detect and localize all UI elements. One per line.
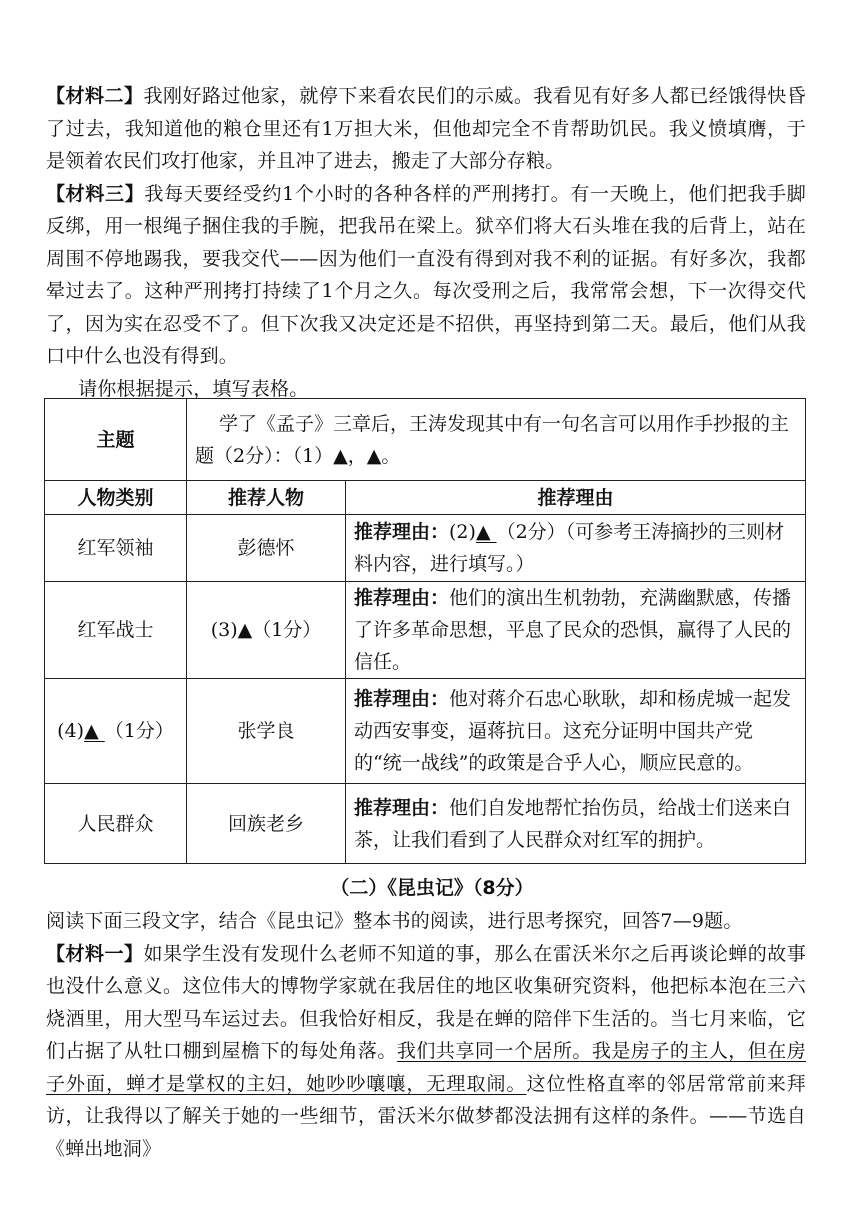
material-1-text-a: 如果学生没有发现什么老师不知道的事，那么在雷沃米尔之后再谈论蝉的故事也没什么意义。这位伟大的博物学家就在我居住的地区收集研究资料，他把标本泡在三六烧酒里，用大型马车运过去。但我恰好相反，我是在蝉的陪伴下生活的。当七月来临，它们占据了从牡口棚到屋檐下的每处角落。 [46, 942, 806, 1062]
answer-blank: ▲ [84, 720, 105, 742]
row-person: (3)▲（1分） [187, 582, 346, 679]
theme-row [45, 399, 806, 481]
material-2-text: 我刚好路过他家，就停下来看农民们的示威。我看见有好多人都已经饿得快昏了过去，我知道他的粮仓里还有1万担大米，但他却完全不肯帮助饥民。我义愤填膺，于是领着农民们攻打他家，并且冲了进去，搬走了大部分存粮。 [46, 85, 806, 172]
reason-pre: (2) [449, 521, 476, 543]
row-reason [346, 582, 806, 679]
table-row [45, 582, 806, 679]
row-category: 红军战士 [45, 582, 187, 679]
material-1-label: 【材料一】 [46, 942, 144, 965]
row-category: 人民群众 [45, 784, 187, 864]
material-3-label: 【材料三】 [46, 182, 145, 205]
row-category [45, 679, 187, 784]
section-title: （二）《昆虫记》（8分） [330, 877, 534, 899]
reason-text: 他们的演出生机勃勃，充满幽默感，传播了许多革命思想，平息了民众的恐惧，赢得了人民的信任。 [354, 587, 792, 673]
materials-block [46, 80, 806, 405]
row-person: 回族老乡 [187, 784, 346, 864]
reason-text: 他们自发地帮忙抬伤员，给战士们送来白茶，让我们看到了人民群众对红军的拥护。 [354, 796, 792, 851]
column-header-row [45, 481, 806, 515]
material-1-text-b: 这位性格直率的邻居常常前来拜访，让我得以了解关于她的一些细节，雷沃米尔做梦都没法拥有这样的条件。——节选自《蝉出地洞》 [46, 1072, 806, 1160]
material-1-underlined: 我们共享同一个居所。我是房子的主人，但在房子外面，蝉才是掌权的主妇，她吵吵嚷嚷，无理取闹。 [46, 1040, 806, 1095]
instruction: 请你根据提示，填写表格。 [78, 377, 309, 400]
category-pre: (4) [57, 720, 85, 742]
row-reason [346, 515, 806, 582]
col-header-category: 人物类别 [45, 481, 187, 515]
table-row [45, 784, 806, 864]
material-3-text: 我每天要经受约1个小时的各种各样的严刑拷打。有一天晚上，他们把我手脚反绑，用一根绳子捆住我的手腕，把我吊在梁上。狱卒们将大石头堆在我的后背上，站在周围不停地踢我，要我交代——因为他们一直没有得到对我不利的证据。有好多次，我都晕过去了。这种严刑拷打持续了1个月之久。每次受刑之后，我常常会想，下一次得交代了，因为实在忍受不了。但下次我又决定还是不招供，再坚持到第二天。最后，他们从我口中什么也没有得到。 [46, 182, 806, 367]
row-category: 红军领袖 [45, 515, 187, 582]
reason-label: 推荐理由： [354, 796, 450, 819]
reason-label: 推荐理由： [354, 521, 450, 543]
theme-text: 学了《孟子》三章后，王涛发现其中有一句名言可以用作手抄报的主题（2分）：（1）▲，▲。 [195, 412, 790, 467]
reason-text: 他对蒋介石忠心耿耿，却和杨虎城一起发动西安事变，逼蒋抗日。这充分证明中国共产党的“统一战线”的政策是合乎人心，顺应民意的。 [354, 688, 792, 774]
theme-header: 主题 [45, 399, 187, 481]
material-2 [46, 80, 806, 178]
reason-text: （2分）（可参考王涛摘抄的三则材料内容，进行填写。） [354, 521, 785, 575]
table-row [45, 515, 806, 582]
reason-label: 推荐理由： [354, 587, 450, 609]
material-1 [46, 938, 806, 1166]
answer-blank: ▲ [475, 521, 497, 543]
col-header-person: 推荐人物 [187, 481, 346, 515]
reason-label: 推荐理由： [354, 688, 450, 710]
section-2-body [46, 905, 806, 1165]
row-reason [346, 784, 806, 864]
table-row [45, 679, 806, 784]
section-intro: 阅读下面三段文字，结合《昆虫记》整本书的阅读，进行思考探究，回答7—9题。 [46, 910, 743, 932]
row-person: 彭德怀 [187, 515, 346, 582]
material-2-label: 【材料二】 [46, 85, 144, 107]
recommendation-table [44, 398, 806, 864]
row-person: 张学良 [187, 679, 346, 784]
col-header-reason: 推荐理由 [346, 481, 806, 515]
material-3 [46, 178, 806, 373]
category-post: （1分） [104, 720, 174, 742]
theme-cell [187, 399, 806, 481]
row-reason [346, 679, 806, 784]
